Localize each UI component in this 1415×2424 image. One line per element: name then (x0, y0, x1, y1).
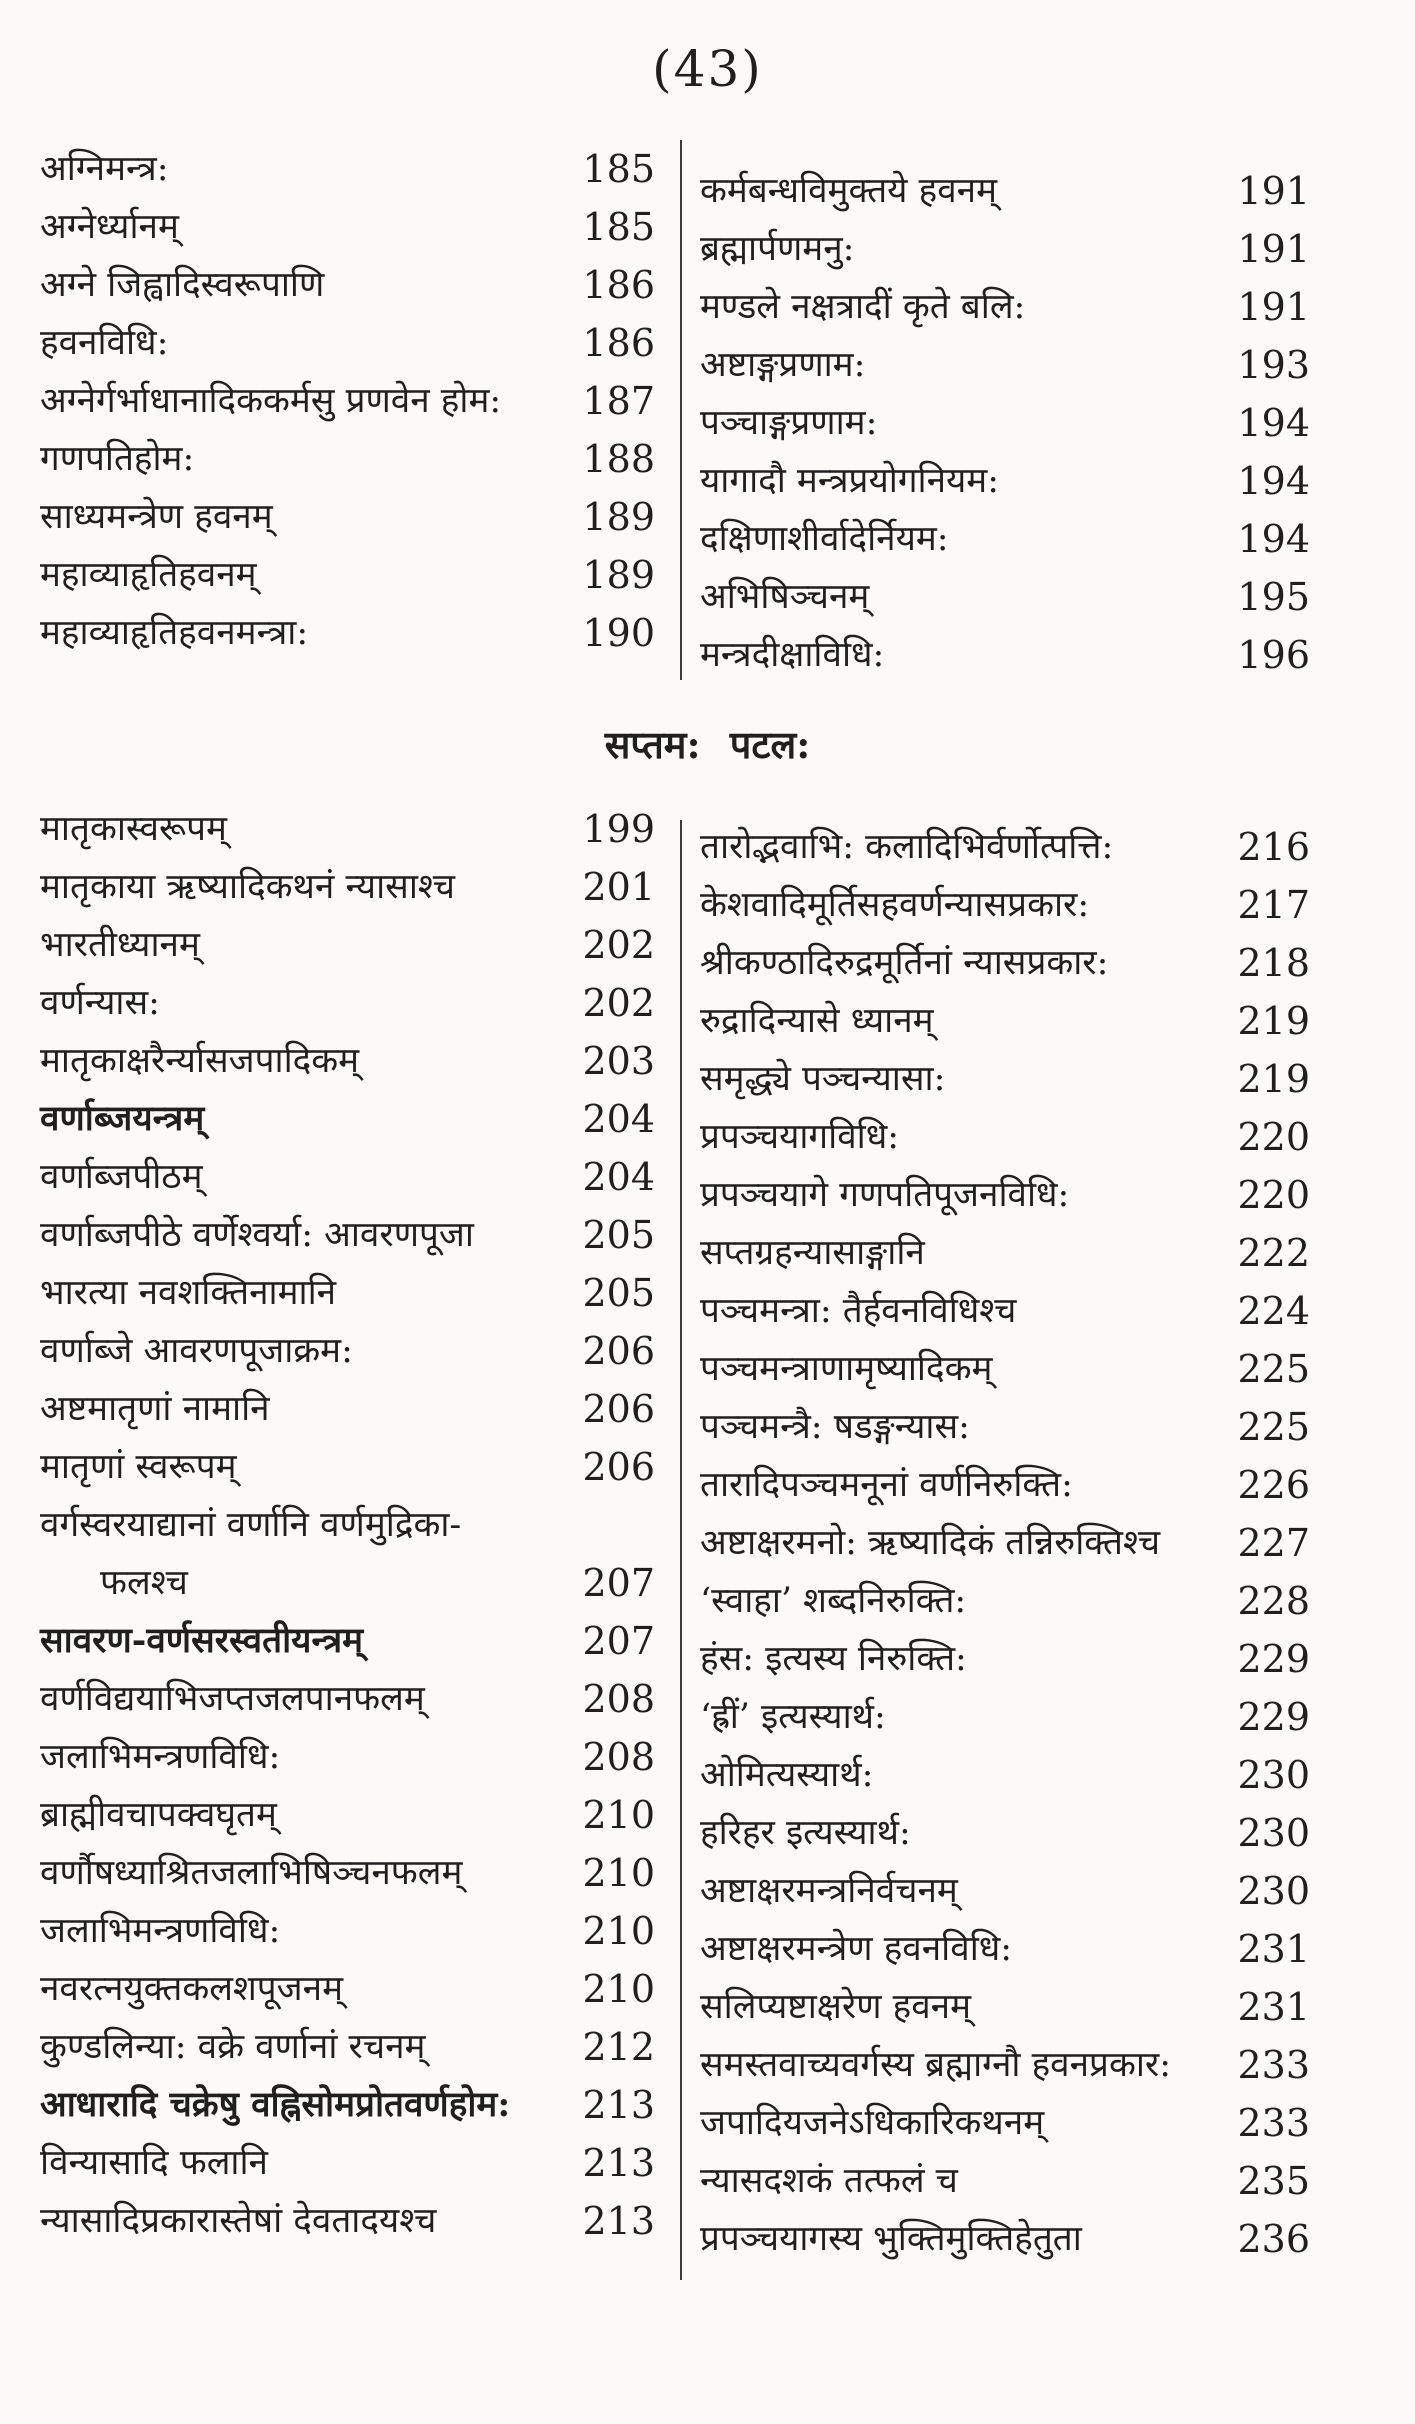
toc-entry-title: वर्गस्वरयाद्यानां वर्णानि वर्णमुद्रिका- (40, 1505, 462, 1545)
toc-entry-title: पञ्चाङ्गप्रणाम: (700, 403, 878, 443)
toc-entry-title: यागादौ मन्त्रप्रयोगनियम: (700, 461, 1000, 501)
toc-entry (40, 858, 655, 916)
toc-entry-title: अष्टाक्षरमन्त्रनिर्वचनम् (700, 1871, 958, 1911)
toc-entry-page: 199 (582, 807, 655, 851)
toc-entry-title: जलाभिमन्त्रणविधि: (40, 1911, 281, 1951)
page-number: (43) (652, 40, 763, 98)
toc-entry-page: 219 (1237, 999, 1310, 1043)
toc-entry-title: कर्मबन्धविमुक्तये हवनम् (700, 171, 998, 211)
toc-entry-title: हरिहर इत्यस्यार्थ: (700, 1813, 911, 1853)
toc-entry (700, 1340, 1310, 1398)
toc-entry-title: अग्नेर्ध्यानम् (40, 207, 179, 247)
toc-entry (700, 2094, 1310, 2152)
toc-entry-page: 194 (1237, 459, 1310, 503)
toc-entry-title: न्यासदशकं तत्फलं च (700, 2161, 958, 2201)
toc-entry-title: ब्रह्मार्पणमनु: (700, 229, 855, 269)
toc-entry-page: 210 (582, 1909, 655, 1953)
toc-entry-title: साध्यमन्त्रेण हवनम् (40, 497, 273, 537)
toc-entry-page: 225 (1237, 1405, 1310, 1449)
toc-entry (700, 626, 1310, 684)
toc-entry (700, 220, 1310, 278)
toc-entry-page: 208 (582, 1677, 655, 1721)
toc-entry-title: अष्टाङ्गप्रणाम: (700, 345, 866, 385)
toc-entry (40, 1902, 655, 1960)
toc-entry-page: 204 (582, 1155, 655, 1199)
toc-entry-page: 207 (582, 1561, 655, 1605)
toc-entry-page: 213 (582, 2199, 655, 2243)
toc-entry (700, 1746, 1310, 1804)
toc-entry (40, 1438, 655, 1496)
toc-entry-page: 225 (1237, 1347, 1310, 1391)
toc-entry-title: महाव्याहृतिहवनम् (40, 555, 257, 595)
column-divider (680, 820, 682, 2280)
toc-entry-page: 230 (1237, 1869, 1310, 1913)
toc-entry-page: 235 (1237, 2159, 1310, 2203)
toc-entry (700, 394, 1310, 452)
toc-entry (700, 1456, 1310, 1514)
toc-entry-page: 191 (1237, 285, 1310, 329)
toc-entry (700, 1514, 1310, 1572)
toc-entry-title: पञ्चमन्त्रै: षडङ्गन्यास: (700, 1407, 970, 1447)
toc-entry (40, 430, 655, 488)
toc-section-1 (0, 140, 1415, 680)
toc-entry-page: 191 (1237, 169, 1310, 213)
toc-entry-title: केशवादिमूर्तिसहवर्णन्यासप्रकार: (700, 885, 1090, 925)
toc-entry-title: मातृकाक्षरैर्न्यासजपादिकम् (40, 1041, 360, 1081)
toc-entry (700, 1166, 1310, 1224)
toc-entry-page: 212 (582, 2025, 655, 2069)
toc-entry (700, 1572, 1310, 1630)
toc-entry-title: मातृकाया ऋष्यादिकथनं न्यासाश्च (40, 867, 455, 907)
toc-entry-page: 185 (582, 147, 655, 191)
toc-entry-page: 224 (1237, 1289, 1310, 1333)
toc-entry-title: सलिप्यष्टाक्षरेण हवनम् (700, 1987, 972, 2027)
toc-entry (40, 1786, 655, 1844)
toc-entry-title: आधारादि चक्रेषु वह्निसोमप्रोतवर्णहोम: (40, 2084, 511, 2125)
toc-entry (700, 336, 1310, 394)
toc-entry-page: 217 (1237, 883, 1310, 927)
toc-entry-title: भारत्या नवशक्तिनामानि (40, 1273, 337, 1313)
toc-entry-title: पञ्चमन्त्राणामृष्यादिकम् (700, 1349, 993, 1389)
toc-entry-page: 220 (1237, 1173, 1310, 1217)
toc-entry-page: 206 (582, 1329, 655, 1373)
toc-entry-page: 203 (582, 1039, 655, 1083)
toc-entry (700, 1282, 1310, 1340)
toc-entry-page: 233 (1237, 2043, 1310, 2087)
toc-entry-title: वर्णाब्जे आवरणपूजाक्रम: (40, 1331, 353, 1371)
toc-entry (40, 256, 655, 314)
toc-entry-page: 210 (582, 1851, 655, 1895)
toc-entry (40, 916, 655, 974)
toc-entry (40, 2192, 655, 2250)
toc-entry-page: 195 (1237, 575, 1310, 619)
toc-column-right (700, 818, 1310, 2268)
toc-entry-page: 206 (582, 1445, 655, 1489)
toc-entry-title: वर्णाब्जपीठम् (40, 1157, 203, 1197)
toc-entry-title: प्रपञ्चयागे गणपतिपूजनविधि: (700, 1175, 1070, 1215)
toc-entry-title: श्रीकण्ठादिरुद्रमूर्तिनां न्यासप्रकार: (700, 943, 1109, 983)
toc-entry-page: 190 (582, 611, 655, 655)
toc-entry-page: 222 (1237, 1231, 1310, 1275)
toc-entry-page: 227 (1237, 1521, 1310, 1565)
toc-entry-page: 185 (582, 205, 655, 249)
toc-entry-title: अग्ने जिह्वादिस्वरूपाणि (40, 265, 325, 305)
toc-entry-page: 193 (1237, 343, 1310, 387)
column-divider (680, 140, 682, 680)
toc-entry-title: मातृकास्वरूपम् (40, 809, 227, 849)
toc-entry (700, 510, 1310, 568)
toc-entry-title: समृद्ध्ये पञ्चन्यासा: (700, 1059, 946, 1099)
toc-entry-page: 186 (582, 321, 655, 365)
toc-entry-page: 189 (582, 495, 655, 539)
toc-entry-title: ब्राह्मीवचापक्वघृतम् (40, 1795, 277, 1835)
toc-entry-title: अग्निमन्त्र: (40, 149, 169, 189)
toc-entry (40, 1844, 655, 1902)
toc-entry (700, 1920, 1310, 1978)
toc-entry (40, 1032, 655, 1090)
toc-entry-title: विन्यासादि फलानि (40, 2143, 268, 2183)
toc-entry-title: फलश्च (100, 1563, 188, 1603)
toc-entry (700, 2152, 1310, 2210)
toc-entry-title: तारोद्भवाभि: कलादिभिर्वर्णोत्पत्ति: (700, 827, 1114, 867)
toc-entry-title: हवनविधि: (40, 323, 169, 363)
toc-entry-page: 196 (1237, 633, 1310, 677)
toc-entry-title: वर्णाब्जपीठे वर्णेश्वर्या: आवरणपूजा (40, 1215, 474, 1255)
toc-entry (40, 1264, 655, 1322)
toc-entry (40, 546, 655, 604)
toc-entry (40, 488, 655, 546)
toc-entry-title: मातृणां स्वरूपम् (40, 1447, 237, 1487)
toc-entry (700, 568, 1310, 626)
toc-entry-title: रुद्रादिन्यासे ध्यानम् (700, 1001, 934, 1041)
toc-entry-page: 230 (1237, 1811, 1310, 1855)
toc-column-left (40, 800, 655, 2250)
toc-entry-title: वर्णौषध्याश्रितजलाभिषिञ्चनफलम् (40, 1853, 463, 1893)
toc-entry-page: 213 (582, 2083, 655, 2127)
toc-entry (40, 1496, 655, 1554)
toc-entry-title: दक्षिणाशीर्वादेर्नियम: (700, 519, 949, 559)
toc-entry (40, 974, 655, 1032)
toc-entry (700, 1804, 1310, 1862)
toc-entry-title: गणपतिहोम: (40, 439, 195, 479)
toc-entry (700, 162, 1310, 220)
toc-entry (700, 992, 1310, 1050)
toc-entry-title: अभिषिञ्चनम् (700, 577, 870, 617)
toc-entry (40, 2018, 655, 2076)
toc-entry-title: प्रपञ्चयागस्य भुक्तिमुक्तिहेतुता (700, 2219, 1082, 2259)
toc-entry-title: मण्डले नक्षत्रादीं कृते बलि: (700, 287, 1026, 327)
toc-entry (700, 2036, 1310, 2094)
toc-entry-page: 194 (1237, 517, 1310, 561)
toc-entry-page: 187 (582, 379, 655, 423)
toc-entry-page: 204 (582, 1097, 655, 1141)
toc-entry-title: वर्णन्यास: (40, 983, 160, 1023)
toc-entry (700, 452, 1310, 510)
toc-entry-page: 220 (1237, 1115, 1310, 1159)
toc-entry-page: 208 (582, 1735, 655, 1779)
toc-entry-title: भारतीध्यानम् (40, 925, 200, 965)
toc-entry-page: 194 (1237, 401, 1310, 445)
toc-entry-title: मन्त्रदीक्षाविधि: (700, 635, 885, 675)
toc-entry-page: 210 (582, 1793, 655, 1837)
toc-section-2 (0, 800, 1415, 2280)
toc-entry (700, 934, 1310, 992)
toc-entry-page: 228 (1237, 1579, 1310, 1623)
toc-entry (700, 1398, 1310, 1456)
toc-entry (40, 604, 655, 662)
toc-entry-title: वर्णविद्ययाभिजप्तजलपानफलम् (40, 1679, 425, 1719)
toc-entry-title: अग्नेर्गर्भाधानादिककर्मसु प्रणवेन होम: (40, 381, 502, 421)
toc-column-left (40, 140, 655, 662)
toc-entry (40, 1554, 655, 1612)
toc-entry (700, 1050, 1310, 1108)
toc-entry-title: ‘ह्रीं’ इत्यस्यार्थ: (700, 1697, 886, 1737)
toc-entry-title: कुण्डलिन्या: वक्रे वर्णानां रचनम् (40, 2027, 426, 2067)
toc-entry-page: 229 (1237, 1637, 1310, 1681)
toc-entry-page: 219 (1237, 1057, 1310, 1101)
toc-entry (700, 1224, 1310, 1282)
toc-entry-title: अष्टमातृणां नामानि (40, 1389, 270, 1429)
toc-entry-page: 201 (582, 865, 655, 909)
toc-entry (40, 1322, 655, 1380)
toc-entry-page: 213 (582, 2141, 655, 2185)
toc-entry-title: समस्तवाच्यवर्गस्य ब्रह्माग्नौ हवनप्रकार: (700, 2045, 1172, 2085)
toc-entry (700, 1108, 1310, 1166)
toc-entry-page: 186 (582, 263, 655, 307)
toc-entry-page: 202 (582, 923, 655, 967)
toc-entry-page: 207 (582, 1619, 655, 1663)
toc-entry-page: 230 (1237, 1753, 1310, 1797)
toc-entry (40, 372, 655, 430)
toc-entry-page: 189 (582, 553, 655, 597)
toc-entry (700, 1688, 1310, 1746)
toc-entry-title: न्यासादिप्रकारास्तेषां देवतादयश्च (40, 2201, 437, 2241)
toc-entry (40, 1728, 655, 1786)
toc-entry-page: 210 (582, 1967, 655, 2011)
toc-entry-title: हंस: इत्यस्य निरुक्ति: (700, 1639, 967, 1679)
toc-entry (700, 2210, 1310, 2268)
toc-entry-page: 231 (1237, 1927, 1310, 1971)
toc-entry (40, 1148, 655, 1206)
toc-entry-title: वर्णाब्जयन्त्रम् (40, 1098, 205, 1139)
toc-entry-page: 231 (1237, 1985, 1310, 2029)
toc-entry (40, 800, 655, 858)
toc-entry-page: 236 (1237, 2217, 1310, 2261)
toc-entry-page: 218 (1237, 941, 1310, 985)
toc-entry (40, 1612, 655, 1670)
toc-entry-title: महाव्याहृतिहवनमन्त्रा: (40, 613, 309, 653)
toc-entry-title: नवरत्नयुक्तकलशपूजनम् (40, 1969, 343, 2009)
toc-entry-title: सावरण-वर्णसरस्वतीयन्त्रम् (40, 1620, 364, 1661)
toc-entry (40, 2076, 655, 2134)
toc-entry-page: 216 (1237, 825, 1310, 869)
toc-entry (40, 140, 655, 198)
toc-entry-page: 205 (582, 1271, 655, 1315)
toc-entry (700, 876, 1310, 934)
section-heading: सप्तम: पटल: (604, 722, 811, 767)
toc-entry (40, 1090, 655, 1148)
toc-entry (40, 1206, 655, 1264)
toc-entry-page: 229 (1237, 1695, 1310, 1739)
toc-entry (700, 1630, 1310, 1688)
toc-entry (700, 278, 1310, 336)
toc-entry-title: अष्टाक्षरमनो: ऋष्यादिकं तन्निरुक्तिश्च (700, 1523, 1161, 1563)
toc-entry (40, 2134, 655, 2192)
toc-entry-title: जपादियजनेऽधिकारिकथनम् (700, 2103, 1045, 2143)
toc-entry-title: सप्तग्रहन्यासाङ्गानि (700, 1233, 925, 1273)
toc-entry-page: 191 (1237, 227, 1310, 271)
toc-entry (40, 198, 655, 256)
toc-entry (40, 1670, 655, 1728)
toc-entry-page: 188 (582, 437, 655, 481)
toc-entry-page: 233 (1237, 2101, 1310, 2145)
toc-entry-page: 206 (582, 1387, 655, 1431)
toc-entry-title: ‘स्वाहा’ शब्दनिरुक्ति: (700, 1581, 967, 1621)
toc-entry-page: 202 (582, 981, 655, 1025)
toc-entry-title: जलाभिमन्त्रणविधि: (40, 1737, 281, 1777)
toc-entry (40, 314, 655, 372)
toc-entry-title: अष्टाक्षरमन्त्रेण हवनविधि: (700, 1929, 1013, 1969)
toc-column-right (700, 162, 1310, 684)
toc-entry-title: पञ्चमन्त्रा: तैर्हवनविधिश्च (700, 1291, 1017, 1331)
toc-entry (700, 1978, 1310, 2036)
toc-entry-title: तारादिपञ्चमनूनां वर्णनिरुक्ति: (700, 1465, 1073, 1505)
toc-entry (40, 1960, 655, 2018)
toc-entry-title: ओमित्यस्यार्थ: (700, 1755, 874, 1795)
toc-entry (700, 1862, 1310, 1920)
toc-entry-title: प्रपञ्चयागविधि: (700, 1117, 900, 1157)
toc-entry-page: 226 (1237, 1463, 1310, 1507)
toc-entry-page: 205 (582, 1213, 655, 1257)
toc-entry (700, 818, 1310, 876)
toc-entry (40, 1380, 655, 1438)
